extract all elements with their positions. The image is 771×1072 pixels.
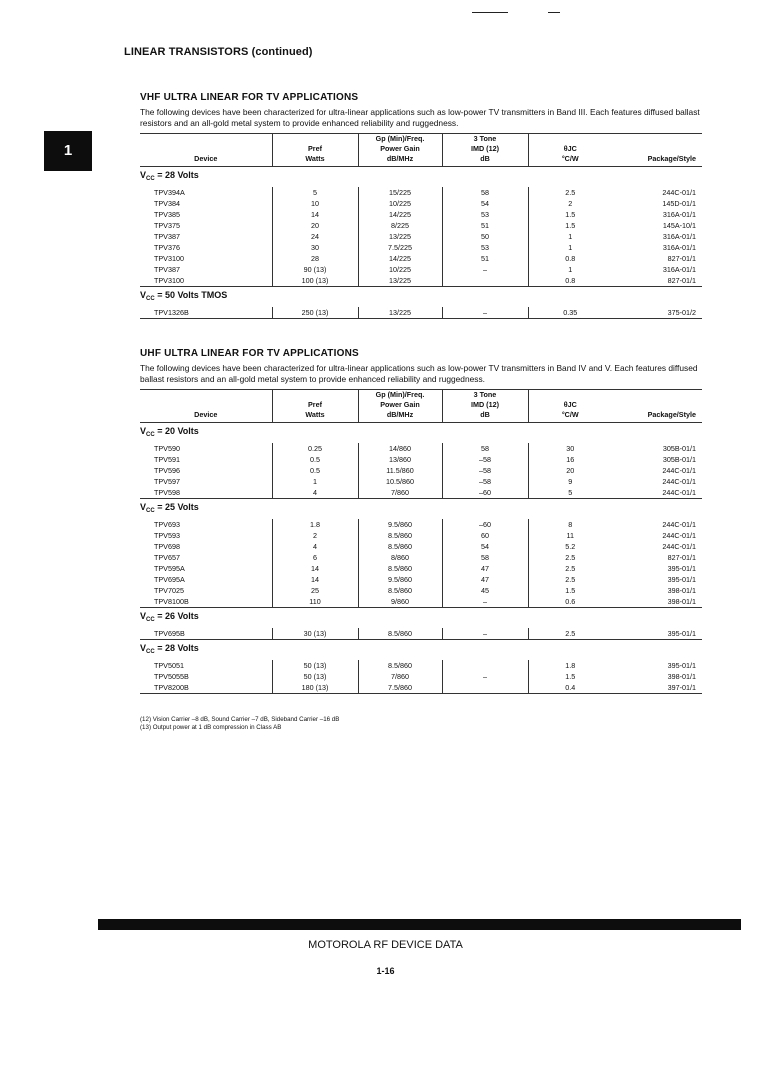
gain-cell: 13/225: [358, 275, 442, 287]
gain-cell: 8.5/860: [358, 660, 442, 671]
device-cell: TPV596: [154, 466, 180, 475]
pref-cell: 20: [272, 220, 358, 231]
gain-cell: 14/860: [358, 443, 442, 454]
col-header-imd: 3 Tone IMD (12) dB: [442, 390, 528, 423]
page-title: LINEAR TRANSISTORS (continued): [124, 46, 313, 58]
table-row: [140, 519, 702, 530]
gain-cell: 14/225: [358, 253, 442, 264]
footnotes: [140, 716, 339, 732]
package-cell: 305B-01/1: [662, 455, 696, 464]
imd-cell: 51: [442, 253, 528, 264]
package-cell: 145A-10/1: [662, 221, 696, 230]
device-cell: TPV593: [154, 531, 180, 540]
vcc-label: $V_{CC} = 28$ Volts: [140, 640, 702, 661]
gain-cell: 10/225: [358, 198, 442, 209]
imd-cell: 47: [442, 574, 528, 585]
col-header-device: Device: [194, 154, 218, 163]
col-header-pref: Pref Watts: [272, 390, 358, 423]
pref-cell: 5: [272, 187, 358, 198]
theta-cell: 2.5: [528, 574, 612, 585]
device-cell: TPV597: [154, 477, 180, 486]
imd-cell: 58: [442, 552, 528, 563]
device-cell: TPV376: [154, 243, 180, 252]
table-row: [140, 231, 702, 242]
device-cell: TPV595A: [154, 564, 185, 573]
table-row: [140, 563, 702, 574]
package-cell: 395-01/1: [667, 564, 696, 573]
imd-cell: 58: [442, 187, 528, 198]
theta-cell: 8: [528, 519, 612, 530]
table-row: [140, 628, 702, 640]
vhf-table-header: [140, 134, 702, 167]
table-row: [140, 209, 702, 220]
theta-cell: 2.5: [528, 552, 612, 563]
theta-cell: 16: [528, 454, 612, 465]
device-cell: TPV695B: [140, 628, 272, 640]
col-header-gain: Gp (Min)/Freq. Power Gain dB/MHz: [358, 390, 442, 423]
device-cell: TPV5055B: [154, 672, 189, 681]
col-header-theta: θJC °C/W: [528, 390, 612, 423]
imd-cell: 53: [442, 209, 528, 220]
theta-cell: 1.5: [528, 220, 612, 231]
gain-cell: 9/860: [358, 596, 442, 608]
device-cell: TPV7025: [154, 586, 184, 595]
pref-cell: 0.5: [272, 454, 358, 465]
imd-cell: –: [442, 264, 528, 275]
device-cell: TPV5051: [154, 661, 184, 670]
vhf-table-body: [140, 167, 702, 319]
table-row: [140, 187, 702, 198]
theta-cell: 9: [528, 476, 612, 487]
imd-cell: –60: [442, 519, 528, 530]
vcc-group-header: [140, 287, 702, 308]
table-row: [140, 454, 702, 465]
pref-cell: 14: [272, 563, 358, 574]
theta-cell: 5: [528, 487, 612, 499]
theta-cell: 0.8: [528, 275, 612, 287]
table-row: [140, 307, 702, 319]
device-cell: TPV375: [154, 221, 180, 230]
gain-cell: 11.5/860: [358, 465, 442, 476]
imd-cell: –58: [442, 454, 528, 465]
top-mark-long: [472, 12, 508, 13]
table-row: [140, 596, 702, 608]
pref-cell: 4: [272, 541, 358, 552]
pref-cell: 2: [272, 530, 358, 541]
device-cell: TPV8200B: [140, 682, 272, 694]
theta-cell: 2.5: [528, 563, 612, 574]
package-cell: 395-01/1: [667, 661, 696, 670]
table-row: [140, 465, 702, 476]
imd-cell: –58: [442, 465, 528, 476]
table-row: [140, 660, 702, 671]
vcc-label: $V_{CC} = 26$ Volts: [140, 608, 702, 629]
theta-cell: 1.8: [528, 660, 612, 671]
package-cell: 145D-01/1: [662, 199, 696, 208]
vcc-group-header: [140, 167, 702, 188]
table-row: [140, 530, 702, 541]
col-header-pref: Pref Watts: [272, 134, 358, 167]
uhf-section-description: The following devices have been characterized for ultra-linear applications such as low-power TV transmitters in Band IV and V. Each features diffused ballast resistors and an all-gold metal system to provide enhanced reliability and ruggedness.: [140, 363, 698, 384]
package-cell: 244C-01/1: [662, 466, 696, 475]
gain-cell: 15/225: [358, 187, 442, 198]
theta-cell: 2.5: [528, 187, 612, 198]
package-cell: 827-01/1: [667, 254, 696, 263]
package-cell: 244C-01/1: [662, 188, 696, 197]
pref-cell: 1.8: [272, 519, 358, 530]
package-cell: 244C-01/1: [612, 487, 702, 499]
uhf-section: [140, 348, 705, 694]
pref-cell: 28: [272, 253, 358, 264]
imd-cell: 54: [442, 198, 528, 209]
package-cell: 395-01/1: [612, 628, 702, 640]
device-cell: TPV3100: [140, 275, 272, 287]
imd-cell: –: [442, 307, 528, 319]
imd-cell: –: [442, 628, 528, 640]
table-row: [140, 574, 702, 585]
imd-cell: [442, 682, 528, 694]
theta-cell: 0.8: [528, 253, 612, 264]
device-cell: TPV394A: [154, 188, 185, 197]
device-cell: TPV8100B: [140, 596, 272, 608]
device-cell: TPV657: [154, 553, 180, 562]
package-cell: 305B-01/1: [662, 444, 696, 453]
uhf-section-title: UHF ULTRA LINEAR FOR TV APPLICATIONS: [140, 348, 359, 359]
vhf-spec-table: [140, 133, 702, 319]
vcc-group-header: [140, 640, 702, 661]
footer-title: MOTOROLA RF DEVICE DATA: [308, 939, 463, 951]
footer-bar: [98, 919, 741, 930]
imd-cell: 50: [442, 231, 528, 242]
device-cell: TPV385: [154, 210, 180, 219]
table-row: [140, 585, 702, 596]
theta-cell: 0.6: [528, 596, 612, 608]
vhf-section-title: VHF ULTRA LINEAR FOR TV APPLICATIONS: [140, 92, 359, 103]
package-cell: 827-01/1: [667, 553, 696, 562]
package-cell: 316A-01/1: [662, 265, 696, 274]
gain-cell: 8/225: [358, 220, 442, 231]
table-row: [140, 275, 702, 287]
uhf-table-body: [140, 423, 702, 694]
table-row: [140, 487, 702, 499]
gain-cell: 8.5/860: [358, 628, 442, 640]
imd-cell: –: [442, 596, 528, 608]
pref-cell: 25: [272, 585, 358, 596]
vcc-label: $V_{CC} = 20$ Volts: [140, 423, 702, 444]
gain-cell: 9.5/860: [358, 574, 442, 585]
imd-cell: [442, 660, 528, 671]
pref-cell: 100 (13): [272, 275, 358, 287]
pref-cell: 50 (13): [272, 671, 358, 682]
col-header-package: Package/Style: [647, 410, 696, 419]
pref-cell: 6: [272, 552, 358, 563]
gain-cell: 7.5/860: [358, 682, 442, 694]
col-header-device: Device: [194, 410, 218, 419]
device-cell: TPV387: [154, 232, 180, 241]
theta-cell: 2: [528, 198, 612, 209]
package-cell: 827-01/1: [612, 275, 702, 287]
pref-cell: 250 (13): [272, 307, 358, 319]
pref-cell: 0.25: [272, 443, 358, 454]
package-cell: 316A-01/1: [662, 232, 696, 241]
device-cell: TPV693: [154, 520, 180, 529]
uhf-table-header: [140, 390, 702, 423]
theta-cell: 1.5: [528, 585, 612, 596]
imd-cell: 54: [442, 541, 528, 552]
gain-cell: 8.5/860: [358, 541, 442, 552]
package-cell: 316A-01/1: [662, 210, 696, 219]
vcc-group-header: [140, 608, 702, 629]
page-number: 1-16: [376, 966, 395, 976]
col-header-imd: 3 Tone IMD (12) dB: [442, 134, 528, 167]
pref-cell: 14: [272, 209, 358, 220]
pref-cell: 10: [272, 198, 358, 209]
pref-cell: 24: [272, 231, 358, 242]
table-row: [140, 541, 702, 552]
gain-cell: 14/225: [358, 209, 442, 220]
gain-cell: 8.5/860: [358, 585, 442, 596]
gain-cell: 7.5/225: [358, 242, 442, 253]
vhf-section-description: The following devices have been characterized for ultra-linear applications such as low-power TV transmitters in Band III. Each features diffused ballast resistors and an all-gold metal system to provide enhanced reliability and ruggedness.: [140, 107, 700, 128]
theta-cell: 0.35: [528, 307, 612, 319]
pref-cell: 50 (13): [272, 660, 358, 671]
gain-cell: 7/860: [358, 671, 442, 682]
gain-cell: 10.5/860: [358, 476, 442, 487]
table-row: [140, 476, 702, 487]
pref-cell: 14: [272, 574, 358, 585]
footnote-12: (12) Vision Carrier –8 dB, Sound Carrier –7 dB, Sideband Carrier –16 dB: [140, 716, 340, 723]
pref-cell: 30 (13): [272, 628, 358, 640]
pref-cell: 90 (13): [272, 264, 358, 275]
theta-cell: 1: [528, 264, 612, 275]
theta-cell: 1.5: [528, 209, 612, 220]
device-cell: TPV698: [154, 542, 180, 551]
gain-cell: 8.5/860: [358, 530, 442, 541]
package-cell: 244C-01/1: [662, 520, 696, 529]
vcc-label: $V_{CC} = 28$ Volts: [140, 167, 702, 188]
theta-cell: 2.5: [528, 628, 612, 640]
device-cell: TPV1326B: [140, 307, 272, 319]
pref-cell: 180 (13): [272, 682, 358, 694]
col-header-package: Package/Style: [647, 154, 696, 163]
pref-cell: 4: [272, 487, 358, 499]
gain-cell: 13/225: [358, 231, 442, 242]
uhf-spec-table: [140, 389, 702, 694]
table-row: [140, 552, 702, 563]
gain-cell: 7/860: [358, 487, 442, 499]
gain-cell: 13/225: [358, 307, 442, 319]
vhf-section: [140, 92, 705, 319]
gain-cell: 8/860: [358, 552, 442, 563]
imd-cell: [442, 275, 528, 287]
device-cell: TPV3100: [154, 254, 184, 263]
device-cell: TPV695A: [154, 575, 185, 584]
section-tab: 1: [44, 131, 92, 171]
pref-cell: 1: [272, 476, 358, 487]
package-cell: 397-01/1: [612, 682, 702, 694]
gain-cell: 13/860: [358, 454, 442, 465]
theta-cell: 1: [528, 242, 612, 253]
package-cell: 316A-01/1: [662, 243, 696, 252]
device-cell: TPV384: [154, 199, 180, 208]
gain-cell: 9.5/860: [358, 519, 442, 530]
device-cell: TPV590: [154, 444, 180, 453]
imd-cell: 51: [442, 220, 528, 231]
vcc-label: $V_{CC} = 25$ Volts: [140, 499, 702, 520]
imd-cell: 53: [442, 242, 528, 253]
imd-cell: 47: [442, 563, 528, 574]
theta-cell: 5.2: [528, 541, 612, 552]
package-cell: 244C-01/1: [662, 477, 696, 486]
theta-cell: 30: [528, 443, 612, 454]
device-cell: TPV387: [154, 265, 180, 274]
footnote-13: (13) Output power at 1 dB compression in Class AB: [140, 724, 282, 731]
imd-cell: –60: [442, 487, 528, 499]
device-cell: TPV591: [154, 455, 180, 464]
col-header-gain: Gp (Min)/Freq. Power Gain dB/MHz: [358, 134, 442, 167]
device-cell: TPV598: [140, 487, 272, 499]
table-row: [140, 220, 702, 231]
package-cell: 375-01/2: [612, 307, 702, 319]
col-header-theta: θJC °C/W: [528, 134, 612, 167]
package-cell: 244C-01/1: [662, 542, 696, 551]
table-row: [140, 671, 702, 682]
pref-cell: 110: [272, 596, 358, 608]
imd-cell: –58: [442, 476, 528, 487]
gain-cell: 10/225: [358, 264, 442, 275]
imd-cell: –: [442, 671, 528, 682]
gain-cell: 8.5/860: [358, 563, 442, 574]
package-cell: 395-01/1: [667, 575, 696, 584]
vcc-label: $V_{CC} = 50$ Volts TMOS: [140, 287, 702, 308]
vcc-group-header: [140, 499, 702, 520]
table-row: [140, 443, 702, 454]
package-cell: 398-01/1: [667, 672, 696, 681]
table-row: [140, 682, 702, 694]
imd-cell: 60: [442, 530, 528, 541]
package-cell: 398-01/1: [667, 586, 696, 595]
imd-cell: 45: [442, 585, 528, 596]
table-row: [140, 198, 702, 209]
table-row: [140, 253, 702, 264]
vcc-group-header: [140, 423, 702, 444]
imd-cell: 58: [442, 443, 528, 454]
pref-cell: 30: [272, 242, 358, 253]
pref-cell: 0.5: [272, 465, 358, 476]
theta-cell: 11: [528, 530, 612, 541]
theta-cell: 0.4: [528, 682, 612, 694]
theta-cell: 1.5: [528, 671, 612, 682]
theta-cell: 20: [528, 465, 612, 476]
package-cell: 244C-01/1: [662, 531, 696, 540]
top-mark-short: [548, 12, 560, 13]
table-row: [140, 264, 702, 275]
theta-cell: 1: [528, 231, 612, 242]
table-row: [140, 242, 702, 253]
package-cell: 398-01/1: [612, 596, 702, 608]
